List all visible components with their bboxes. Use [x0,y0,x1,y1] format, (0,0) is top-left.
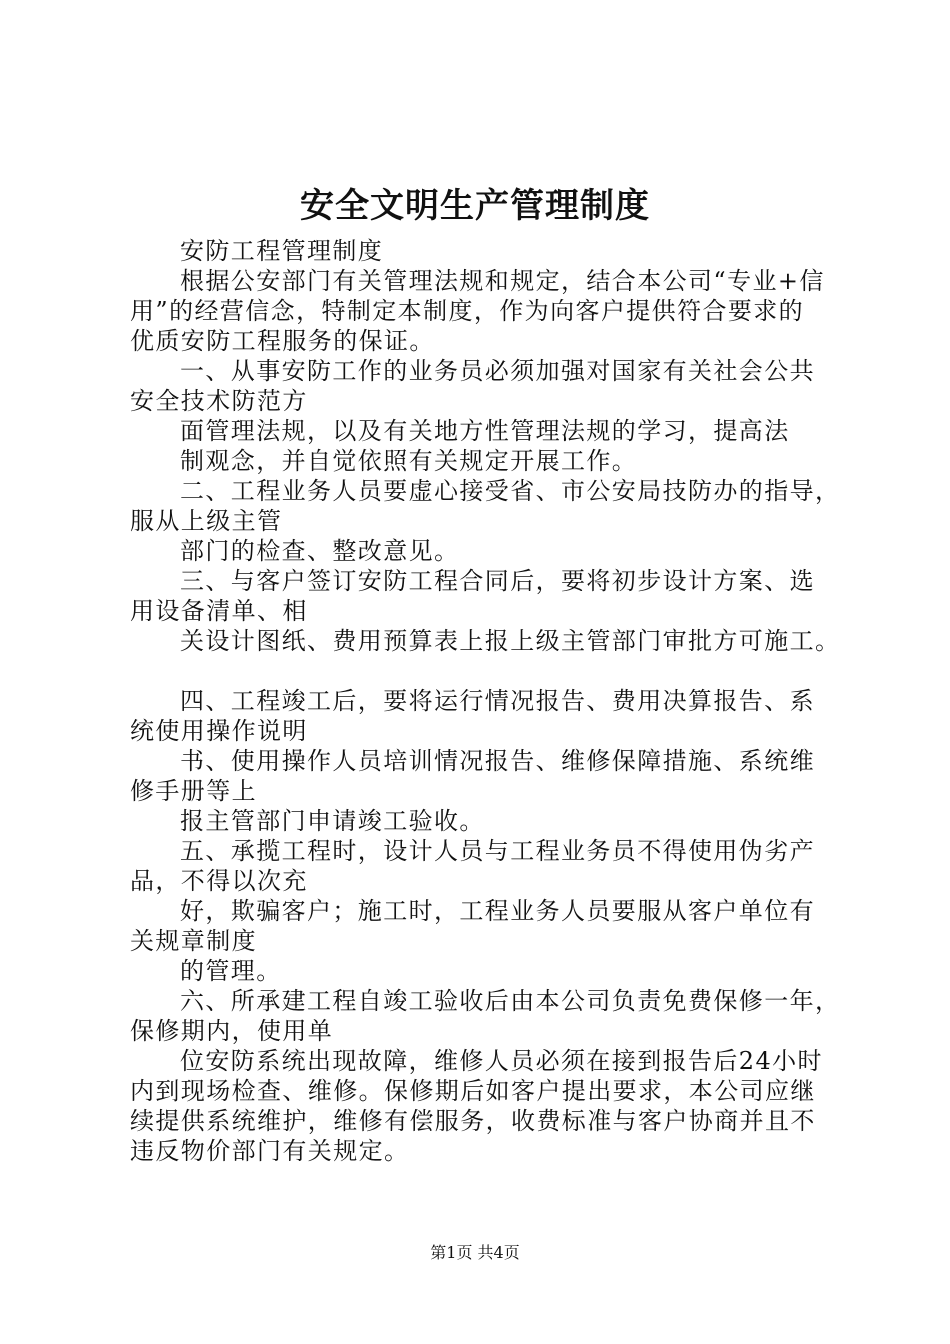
body-text-line: 面管理法规，以及有关地方性管理法规的学习，提高法 [180,417,790,445]
document-body [130,236,850,1166]
body-text-line: 的管理。 [180,957,282,985]
body-text-line: 报主管部门申请竣工验收。 [180,807,485,835]
body-text-line: 五、承揽工程时，设计人员与工程业务员不得使用伪劣产 [180,837,815,865]
body-text-line: 服从上级主管 [130,507,283,535]
body-text-line: 保修期内，使用单 [130,1017,334,1045]
body-text-line: 品，不得以次充 [130,867,308,895]
body-text-line: 统使用操作说明 [130,717,308,745]
body-text-line: 好，欺骗客户；施工时，工程业务人员要服从客户单位有 [180,897,815,925]
page-number-footer: 第1页 共4页 [430,1243,520,1262]
body-text-line: 部门的检查、整改意见。 [180,537,460,565]
body-text-line: 书、使用操作人员培训情况报告、维修保障措施、系统维 [180,747,815,775]
body-text-line: 修手册等上 [130,777,257,805]
body-text-line: 六、所承建工程自竣工验收后由本公司负责免费保修一年， [180,987,841,1015]
body-text-line: 三、与客户签订安防工程合同后，要将初步设计方案、选 [180,567,815,595]
body-text-line: 一、从事安防工作的业务员必须加强对国家有关社会公共 [180,357,815,385]
body-text-line: 安防工程管理制度 [180,237,384,265]
blank-line [130,656,850,686]
body-text-line: 违反物价部门有关规定。 [130,1137,410,1165]
body-text-line: 续提供系统维护，维修有偿服务，收费标准与客户协商并且不 [130,1107,816,1135]
body-text-line: 关规章制度 [130,927,257,955]
body-text-line: 根据公安部门有关管理法规和规定，结合本公司“专业+信 [180,267,825,295]
document-title: 安全文明生产管理制度 [300,186,650,226]
body-text-line: 用”的经营信念，特制定本制度，作为向客户提供符合要求的 [130,297,805,325]
body-text-line: 关设计图纸、费用预算表上报上级主管部门审批方可施工。 [180,627,841,655]
body-text-line: 位安防系统出现故障，维修人员必须在接到报告后24小时 [180,1047,823,1075]
body-text-line: 安全技术防范方 [130,387,308,415]
body-text-line: 用设备清单、相 [130,597,308,625]
body-text-line: 优质安防工程服务的保证。 [130,327,435,355]
body-text-line: 四、工程竣工后，要将运行情况报告、费用决算报告、系 [180,687,815,715]
body-text-line: 制观念，并自觉依照有关规定开展工作。 [180,447,638,475]
body-text-line: 二、工程业务人员要虚心接受省、市公安局技防办的指导， [180,477,841,505]
body-text-line: 内到现场检查、维修。保修期后如客户提出要求，本公司应继 [130,1077,816,1105]
